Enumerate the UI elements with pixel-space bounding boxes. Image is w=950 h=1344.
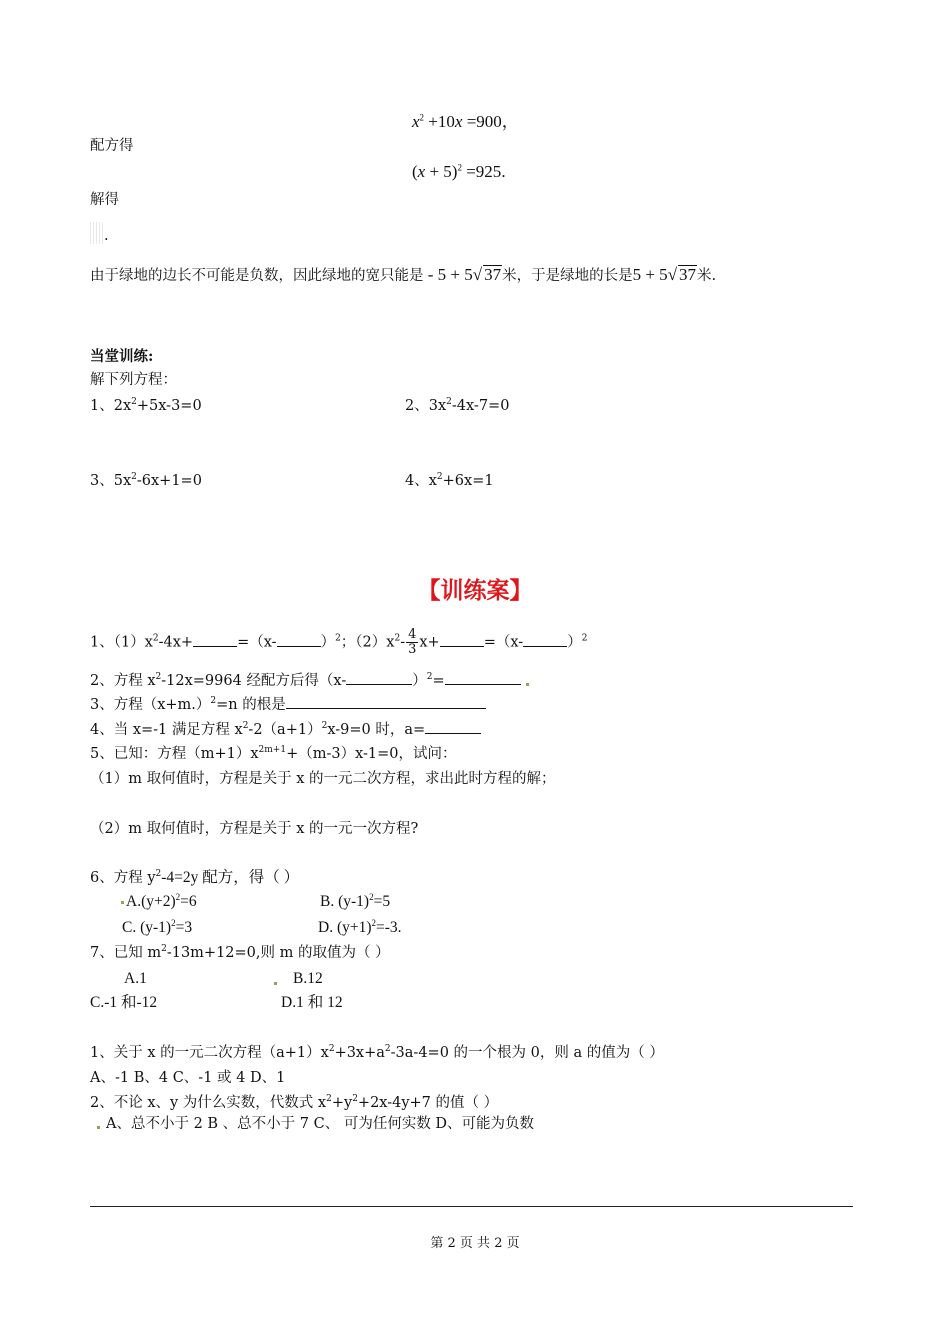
training-q6-option-d: D. $(y+1)^2=-3$. [318, 917, 402, 936]
training-q6-option-c: C. $(y-1)^2=3$ [122, 917, 193, 936]
equation-2: $(x + 5)^2 =925$. [412, 162, 506, 181]
stray-mark [274, 982, 277, 985]
practice-heading: 当堂训练: [90, 348, 154, 365]
page-footer: 第 2 页 共 2 页 [430, 1236, 520, 1251]
solve-label: 解得 [90, 192, 119, 208]
blank[interactable] [346, 670, 412, 685]
blank[interactable] [523, 632, 567, 647]
equation-1: $x^2 +10x =900$， [412, 112, 519, 131]
training-q6-option-a: $A.(y+2)^2=6$ [126, 891, 197, 910]
training-q7-option-b: B.12 [293, 970, 323, 987]
practice-q2: 2、$3x^2-4x-7=0$ [405, 397, 510, 414]
training-title: 【训练案】 [417, 578, 533, 604]
training-q5-2: （2）m 取何值时，方程是关于 x 的一元一次方程? [90, 821, 419, 837]
extra-q2-options: A、总不小于 2 B 、总不小于 7 C、 可为任何实数 D、可能为负数 [106, 1116, 535, 1132]
blank[interactable] [277, 632, 321, 647]
training-q6-option-b: B. $(y-1)^2=5$ [320, 891, 391, 910]
extra-q1: 1、关于 x 的一元二次方程$(a+1)x^2+3x+a^2-3a-4=0$ 的一个根为 0，则 a 的值为（ ） [90, 1044, 664, 1061]
footer-divider [90, 1206, 853, 1207]
training-q7-option-c: C.-1 和-12 [90, 994, 158, 1011]
blank[interactable] [286, 694, 486, 709]
stray-mark [97, 1126, 100, 1129]
extra-q2: 2、不论 x、y 为什么实数，代数式 $x^2+y^2+2x-4y+7$ 的值（ ） [90, 1094, 499, 1111]
stray-mark [121, 901, 124, 904]
training-q4: 4、当 x=-1 满足方程 $x^2-2(a+1)^2x-9=0$ 时，a= [90, 719, 481, 740]
training-q7-option-a: A.1 [124, 970, 147, 987]
practice-instruction: 解下列方程： [90, 372, 177, 388]
training-q1: 1、$(1)x^2-4x+ =(x-$ ）$^2$；$(2)x^2-$ $\frac{4}{3}$ x+ =（x- ）$^2$ [90, 627, 588, 657]
training-q5: 5、已知：方程$(m+1)x^{2m+1}+(m-3)x-1=0$，试问： [90, 745, 457, 762]
training-q5-1: （1）m 取何值时，方程是关于 x 的一元二次方程，求出此时方程的解； [90, 771, 556, 787]
conclusion: 由于绿地的边长不可能是负数，因此绿地的宽只能是 - 5 + 5√ 37米，于是绿地的长是5 + 5√ 37米. [90, 265, 717, 284]
training-q2: 2、方程 $x^2-12x=9964$ 经配方后得（x- ）$^2$= [90, 670, 521, 691]
blank[interactable] [425, 719, 481, 734]
practice-q1: 1、$2x^2+5x-3=0$ [90, 397, 202, 414]
formula-image-placeholder [90, 222, 104, 244]
solve-end: . [104, 228, 109, 244]
practice-q3: 3、$5x^2-6x+1=0$ [90, 472, 202, 489]
training-q7: 7、已知 $m^2-13m+12=0$,则 m 的取值为（ ） [90, 944, 390, 961]
blank[interactable] [440, 632, 484, 647]
training-q6: 6、方程 $y^2-4=2y$ 配方，得（ ） [90, 869, 300, 886]
blank[interactable] [445, 670, 521, 685]
stray-mark [526, 683, 529, 686]
training-q7-option-d: D.1 和 12 [281, 994, 343, 1011]
complete-square-label: 配方得 [90, 138, 134, 154]
practice-q4: 4、$x^2+6x=1$ [405, 472, 494, 489]
training-q3: 3、方程$(x+m.)^2=n$ 的根是 [90, 694, 486, 715]
blank[interactable] [193, 632, 237, 647]
extra-q1-options: A、-1 B、4 C、-1 或 4 D、1 [90, 1070, 286, 1086]
fraction: $\frac{4}{3}$ [408, 627, 417, 657]
